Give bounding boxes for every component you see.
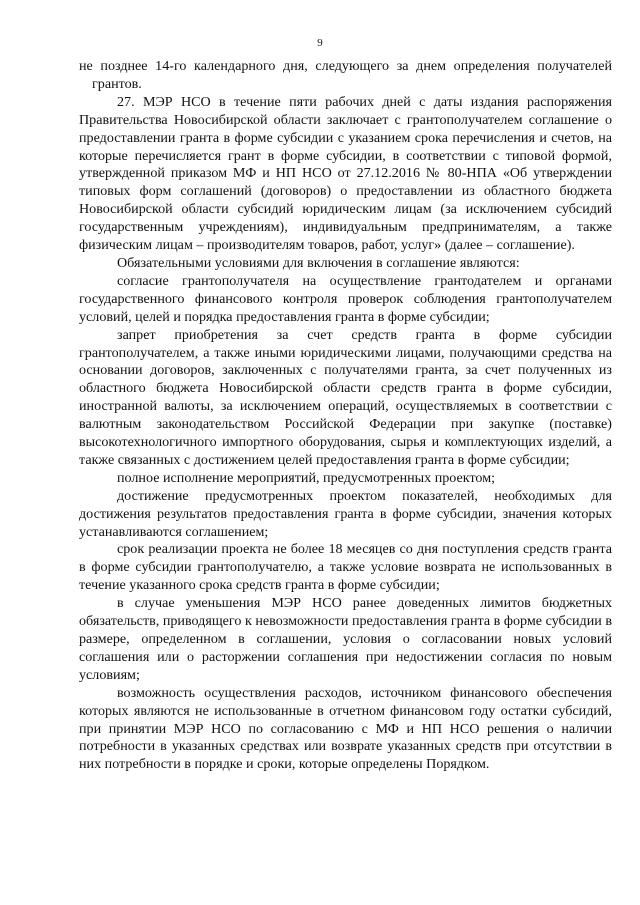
paragraph-consent-to-audit: согласие грантополучателя на осуществление грантодателем и органами государственного финансового контроля проверок соблюдения грантополучателем условий, целей и порядка предоставления гранта в форме субсидии; — [79, 272, 612, 325]
paragraph-unused-balances: возможность осуществления расходов, источником финансового обеспечения которых являются не использованные в отчетном финансовом году остатки субсидий, при принятии МЭР НСО по согласованию с МФ и НП НСО решения о наличии потребности в указанных средствах или возврате указанных средств при отсутствии в них потребности в порядке и сроки, которые определены Порядком. — [79, 684, 612, 773]
paragraph-grant-deadline: не позднее 14-го календарного дня, следующего за днем определения получателей грантов. — [79, 58, 612, 92]
document-body — [79, 58, 612, 774]
paragraph-project-term: срок реализации проекта не более 18 месяцев со дня поступления средств гранта в форме субсидии грантополучателю, а также условие возврата не использованных в течение указанного срока средств гранта в форме субсидии; — [79, 541, 612, 594]
paragraph-full-execution: полное исполнение мероприятий, предусмотренных проектом; — [117, 469, 496, 486]
paragraph-mandatory-conditions: Обязательными условиями для включения в соглашение являются: — [117, 254, 520, 271]
paragraph-indicators: достижение предусмотренных проектом показателей, необходимых для достижения результатов предоставления гранта в форме субсидии, значения которых устанавливаются соглашением; — [79, 487, 612, 540]
page-number: 9 — [317, 37, 323, 49]
paragraph-currency-ban: запрет приобретения за счет средств гранта в форме субсидии грантополучателем, а также иными юридическими лицами, получающими средства на основании договоров, заключенных с получателями гранта, за счет полученных из областного бюджета Новосибирской области средств гранта в форме субсидии, иностранной валюты, за исключением операций, осуществляемых в соответствии с валютным законодательством Российской Федерации при закупке (поставке) высокотехнологичного импортного оборудования, сырья и комплектующих изделий, а также связанных с достижением целей предоставления гранта в форме субсидии; — [79, 326, 612, 468]
paragraph-clause-27: 27. МЭР НСО в течение пяти рабочих дней с даты издания распоряжения Правительства Новосибирской области заключает с грантополучателем соглашение о предоставлении гранта в форме субсидии с указанием срока перечисления и счетов, на которые перечисляется грант в форме субсидии, в соответствии с типовой формой, утвержденной приказом МФ и НП НСО от 27.12.2016 № 80-НПА «Об утверждении типовых форм соглашений (договоров) о предоставлении из областного бюджета Новосибирской области субсидий юридическим лицам (за исключением субсидий государственным учреждениям), индивидуальным предпринимателям, а также физическим лицам – производителям товаров, работ, услуг» (далее – соглашение). — [79, 93, 612, 254]
paragraph-limit-reduction: в случае уменьшения МЭР НСО ранее доведенных лимитов бюджетных обязательств, приводящего к невозможности предоставления гранта в форме субсидии в размере, определенном в соглашении, условия о согласовании новых условий соглашения или о расторжении соглашения при недостижении согласия по новым условиям; — [79, 595, 612, 683]
